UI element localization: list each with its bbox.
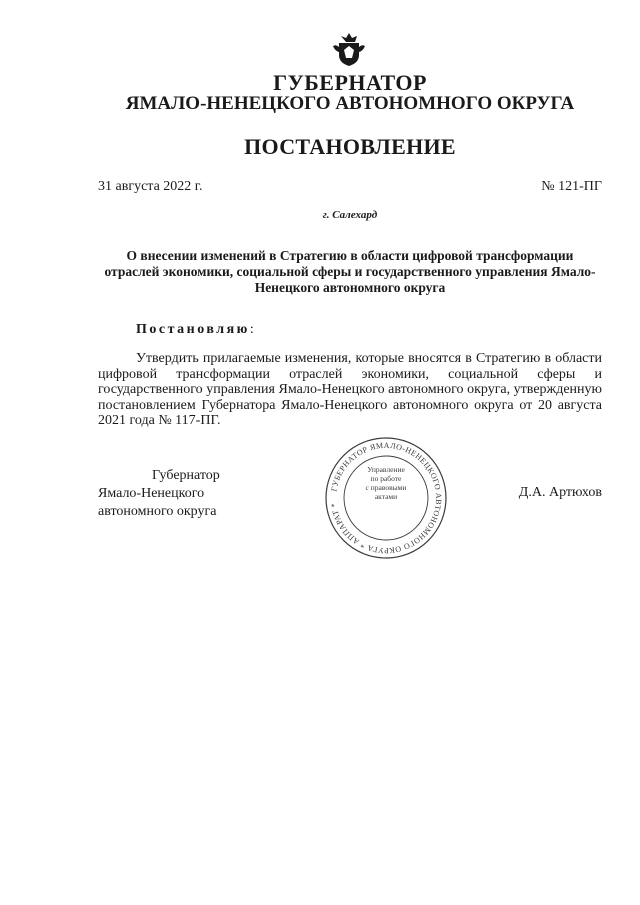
signatory-name: Д.А. Артюхов [518,485,602,500]
decree-heading [136,322,254,338]
document-date: 31 августа 2022 г. [98,179,203,194]
stamp-inner-text [323,465,449,501]
stamp-inner-line4: актами [374,492,398,501]
signatory-title-line1: Губернатор [152,468,220,483]
stamp-inner-line2: по работе [370,474,402,483]
decree-word: Постановляю [136,322,250,337]
document-city: г. Салехард [322,209,378,221]
stamp-inner-line1: Управление [367,465,405,474]
document-body: Утвердить прилагаемые изменения, которые вносятся в Стратегию в области цифровой трансформации отраслей экономики, социальной сферы и государственного управления Ямало-Ненецкого автономного округа, утвержденную постановлением Губернатора Ямало-Ненецкого автономного округа от 20 августа 2021 года № 117-ПГ. [98,351,602,429]
signatory-title [98,467,278,521]
stamp-inner-line3: с правовыми [365,483,407,492]
header-region: ЯМАЛО-НЕНЕЦКОГО АВТОНОМНОГО ОКРУГА [125,93,575,114]
decree-colon: : [249,322,254,337]
document-type: ПОСТАНОВЛЕНИЕ [244,134,456,159]
document-subject: О внесении изменений в Стратегию в области цифровой трансформации отраслей экономики, социальной сферы и государственного управления Ямало-Ненецкого автономного округа [104,248,596,295]
coat-of-arms-icon [330,30,368,68]
header-title: ГУБЕРНАТОР [273,70,427,95]
stamp-ring-text: ГУБЕРНАТОР ЯМАЛО-НЕНЕЦКОГО АВТОНОМНОГО ОКРУГА * АППАРАТ * [329,440,444,556]
signatory-title-line2: Ямало-Ненецкого автономного округа [98,486,217,519]
document-number: № 121-ПГ [541,179,602,194]
